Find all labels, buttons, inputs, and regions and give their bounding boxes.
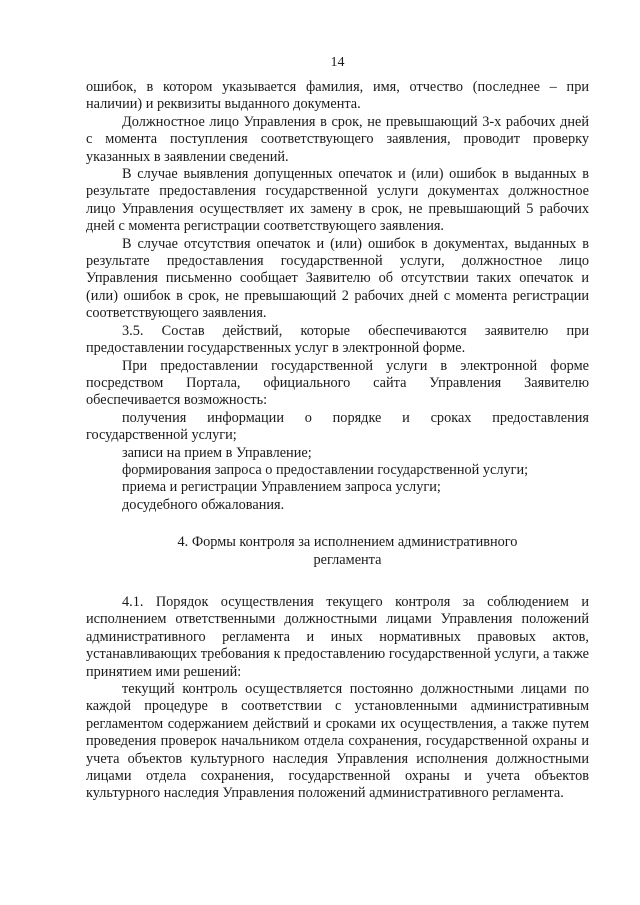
list-item: формирования запроса о предоставлении государственной услуги; (122, 461, 529, 478)
paragraph: При предоставлении государственной услуги в электронной форме посредством Портала, официального сайта Управления Заявителю обеспечивается возможность: (86, 357, 589, 409)
paragraph: Должностное лицо Управления в срок, не превышающий 3-х рабочих дней с момента поступления соответствующего заявления, проводит проверку указанных в заявлении сведений. (86, 113, 589, 165)
paragraph: ошибок, в котором указывается фамилия, имя, отчество (последнее – при наличии) и реквизиты выданного документа. (86, 79, 589, 113)
list-item: записи на прием в Управление; (122, 444, 312, 461)
document-body (86, 79, 589, 803)
list-item: досудебного обжалования. (122, 496, 285, 513)
list-item: приема и регистрации Управлением запроса услуги; (122, 479, 441, 496)
paragraph: В случае выявления допущенных опечаток и (или) ошибок в выданных в результате предоставления государственной услуги документах должностное лицо Управления осуществляет их замену в срок, не превышающий 5 рабочих дней с момента регистрации соответствующего заявления. (86, 166, 589, 235)
paragraph: 3.5. Состав действий, которые обеспечиваются заявителю при предоставлении государственных услуг в электронной форме. (86, 322, 589, 357)
list-item: получения информации о порядке и сроках предоставления государственной услуги; (86, 409, 589, 444)
paragraph: текущий контроль осуществляется постоянно должностными лицами по каждой процедуре в соответствии с установленными административным регламентом содержанием действий и сроками их осуществления, а также путем проведения проверок начальником отдела сохранения, государственной охраны и учета объектов культурного наследия Управления исполнения должностными лицами отдела сохранения, государственной охраны и учета объектов культурного наследия Управления положений административного регламента. (86, 681, 589, 802)
paragraph: 4.1. Порядок осуществления текущего контроля за соблюдением и исполнением ответственными должностными лицами Управления положений административного регламента и иных нормативных правовых актов, устанавливающих требования к предоставлению государственной услуги, а также принятием ими решений: (86, 593, 589, 680)
section-heading: 4. Формы контроля за исполнением административного регламента (177, 534, 518, 568)
page-number: 14 (330, 55, 345, 70)
paragraph: В случае отсутствия опечаток и (или) ошибок в документах, выданных в результате предоставления государственной услуги, должностное лицо Управления письменно сообщает Заявителю об отсутствии таких опечаток и (или) ошибок в срок, не превышающий 2 рабочих дней с момента регистрации соответствующего заявления. (86, 235, 589, 322)
